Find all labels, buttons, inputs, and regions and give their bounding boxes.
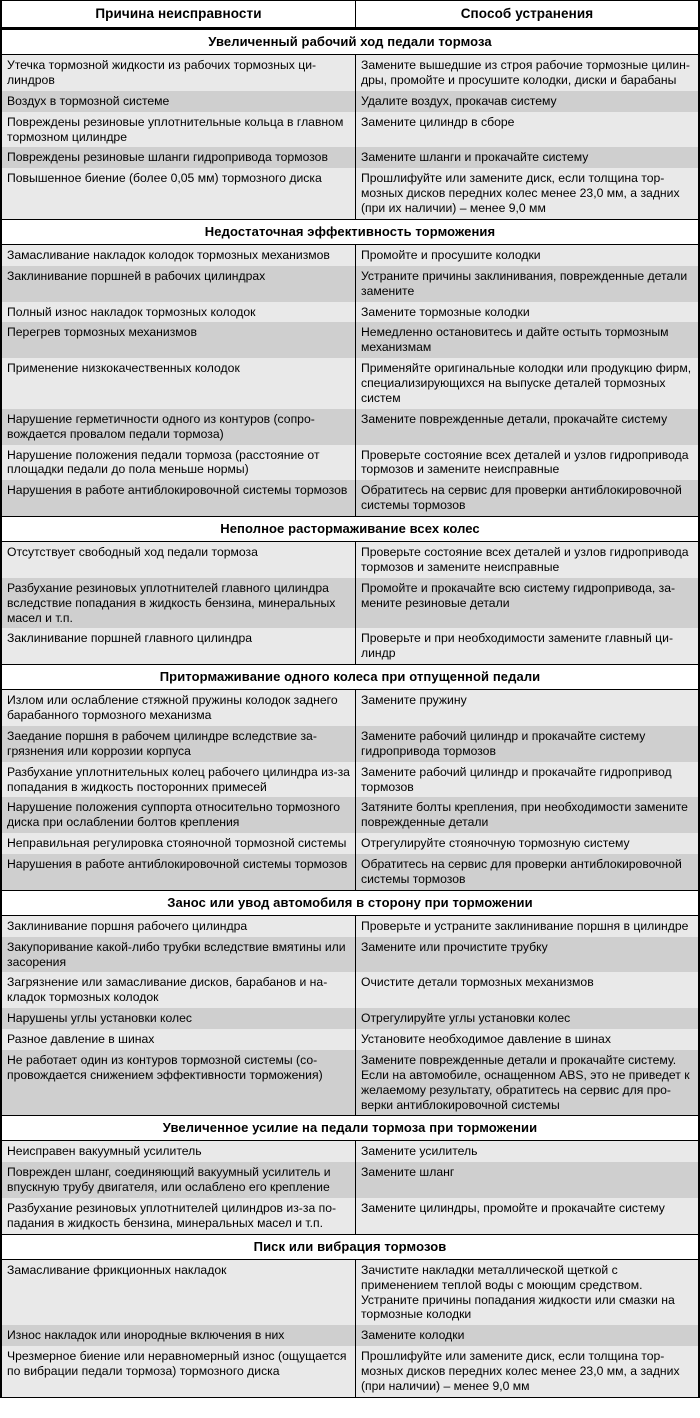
cell-cause: Разное давление в шинах	[2, 1029, 356, 1050]
cell-remedy: Замените шланг	[360, 1165, 455, 1180]
cell-remedy: Немедленно остановитесь и дайте остыть тормозным механизмам	[360, 325, 669, 355]
cell-remedy: Отрегулируйте стояночную тормозную систему	[360, 836, 630, 851]
cell-cause: Нарушены углы установки колес	[2, 1008, 356, 1029]
cell-remedy: Замените рабочий цилиндр и прокачайте систему гидропривода тормозов	[360, 728, 646, 758]
cell-cause: Нарушения в работе антиблокировочной системы тормозов	[2, 480, 356, 516]
table-row	[2, 937, 698, 973]
table-row	[2, 445, 698, 481]
cell-cause: Перегрев тормозных механизмов	[2, 322, 356, 358]
cell-remedy: Проверьте и при необходимости замените главный цилиндр	[360, 631, 673, 661]
table-row	[2, 147, 698, 168]
cell-cause: Заедание поршня в рабочем цилиндре вследствие загрязнения или коррозии корпуса	[2, 726, 356, 762]
cell-remedy: Затяните болты крепления, при необходимости замените поврежденные детали	[360, 800, 688, 830]
cell-cause: Повреждены резиновые уплотнительные кольца в главном тормозном цилиндре	[2, 112, 356, 148]
table-row	[2, 322, 698, 358]
cell-cause: Нарушение положения суппорта относительно тормозного диска при ослаблении болтов крепления	[2, 797, 356, 833]
cell-cause: Заклинивание поршней главного цилиндра	[2, 628, 356, 664]
cell-remedy: Прошлифуйте или замените диск, если толщина тормозных дисков передних колес менее 23,0 мм, а задних (при наличии) – менее 9,0 мм	[360, 1349, 680, 1393]
cell-cause: Не работает один из контуров тормозной системы (сопровождается снижением эффективности торможения)	[2, 1050, 356, 1116]
section-header: Притормаживание одного колеса при отпущенной педали	[2, 664, 698, 690]
table-row	[2, 1050, 698, 1116]
cell-remedy: Замените цилиндр в сборе	[360, 114, 515, 129]
cell-remedy: Зачистите накладки металлической щеткой с применением теплой воды с моющим средством. Устраните причины попадания жидкости или смазки на тормозные колодки	[360, 1262, 675, 1322]
table-row	[2, 245, 698, 266]
table-row	[2, 833, 698, 854]
cell-cause: Применение низкокачественных колодок	[2, 358, 356, 409]
table-row	[2, 578, 698, 629]
table-row	[2, 797, 698, 833]
table-row	[2, 972, 698, 1008]
cell-cause: Разбухание резиновых уплотнителей цилиндров из-за попадания в жидкость бензина, минеральных масел и т.п.	[2, 1198, 356, 1234]
column-header-cause: Причина неисправности	[2, 1, 356, 27]
cell-cause: Заклинивание поршня рабочего цилиндра	[2, 916, 356, 937]
cell-cause: Повреждены резиновые шланги гидропривода тормозов	[2, 147, 356, 168]
table-row	[2, 168, 698, 219]
section-header: Недостаточная эффективность торможения	[2, 219, 698, 245]
table-row	[2, 1198, 698, 1234]
cell-remedy: Проверьте и устраните заклинивание поршня в цилиндре	[360, 918, 689, 933]
cell-remedy: Проверьте состояние всех деталей и узлов гидропривода тормозов и замените неисправные	[360, 447, 689, 477]
cell-cause: Нарушения в работе антиблокировочной системы тормозов	[2, 854, 356, 890]
cell-cause: Повышенное биение (более 0,05 мм) тормозного диска	[2, 168, 356, 219]
table-row	[2, 480, 698, 516]
cell-remedy: Промойте и прокачайте всю систему гидропривода, замените резиновые детали	[360, 580, 676, 610]
table-row	[2, 55, 698, 91]
table-row	[2, 916, 698, 937]
cell-cause: Износ накладок или инородные включения в них	[2, 1325, 356, 1346]
cell-remedy: Замените или прочистите трубку	[360, 939, 548, 954]
cell-cause: Полный износ накладок тормозных колодок	[2, 302, 356, 323]
cell-remedy: Удалите воздух, прокачав систему	[360, 93, 557, 108]
cell-cause: Неправильная регулировка стояночной тормозной системы	[2, 833, 356, 854]
section-header: Увеличенное усилие на педали тормоза при торможении	[2, 1115, 698, 1141]
table-row	[2, 1260, 698, 1326]
table-row	[2, 358, 698, 409]
table-row	[2, 1029, 698, 1050]
section-header: Занос или увод автомобиля в сторону при торможении	[2, 890, 698, 916]
section-header: Увеличенный рабочий ход педали тормоза	[2, 29, 698, 55]
cell-remedy: Проверьте состояние всех деталей и узлов гидропривода тормозов и замените неисправные	[360, 545, 689, 574]
cell-cause: Отсутствует свободный ход педали тормоза	[2, 542, 356, 578]
table-row	[2, 1325, 698, 1346]
table-row	[2, 266, 698, 302]
cell-cause: Замасливание накладок колодок тормозных механизмов	[2, 245, 356, 266]
cell-remedy: Замените вышедшие из строя рабочие тормозные цилиндры, промойте и просушите колодки, диски и барабаны	[360, 58, 690, 87]
cell-remedy: Промойте и просушите колодки	[360, 247, 541, 262]
cell-cause: Разбухание резиновых уплотнителей главного цилиндра вследствие попадания в жидкость бензина, минеральных масел и т.п.	[2, 578, 356, 629]
cell-cause: Излом или ослабление стяжной пружины колодок заднего барабанного тормозного механизма	[2, 690, 356, 726]
cell-cause: Замасливание фрикционных накладок	[2, 1260, 356, 1326]
cell-remedy: Замените поврежденные детали и прокачайте систему. Если на автомобиле, оснащенном ABS, это не приведет к желаемому результату, обратитесь на сервис для проверки антиблокировочной системы	[360, 1052, 690, 1112]
cell-remedy: Прошлифуйте или замените диск, если толщина тормозных дисков передних колес менее 23,0 мм, а задних (при их наличии) – менее 9,0 мм	[360, 171, 680, 215]
table-row	[2, 726, 698, 762]
cell-remedy: Очистите детали тормозных механизмов	[360, 975, 594, 990]
table-row	[2, 1008, 698, 1029]
section-header: Писк или вибрация тормозов	[2, 1234, 698, 1260]
table-row	[2, 409, 698, 445]
cell-remedy: Замените усилитель	[360, 1144, 478, 1159]
section-header: Неполное растормаживание всех колес	[2, 516, 698, 542]
table-row	[2, 91, 698, 112]
table-row	[2, 1346, 698, 1397]
table-row	[2, 1141, 698, 1162]
table-header-row	[2, 1, 698, 29]
cell-cause: Заклинивание поршней в рабочих цилиндрах	[2, 266, 356, 302]
cell-remedy: Обратитесь на сервис для проверки антиблокировочной системы тормозов	[360, 857, 682, 886]
table-row	[2, 302, 698, 323]
cell-cause: Разбухание уплотнительных колец рабочего цилиндра из-за попадания в жидкость посторонних примесей	[2, 762, 356, 798]
cell-remedy: Замените шланги и прокачайте систему	[360, 150, 589, 165]
cell-cause: Нарушение положения педали тормоза (расстояние от площадки педали до пола меньше нормы)	[2, 445, 356, 481]
table-row	[2, 762, 698, 798]
table-row	[2, 690, 698, 726]
cell-remedy: Замените рабочий цилиндр и прокачайте гидропривод тормозов	[360, 764, 672, 794]
cell-cause: Нарушение герметичности одного из контуров (сопровождается провалом педали тормоза)	[2, 409, 356, 445]
table-row	[2, 1162, 698, 1198]
cell-cause: Воздух в тормозной системе	[2, 91, 356, 112]
table-sections	[2, 29, 698, 1397]
cell-remedy: Замените пружину	[360, 693, 467, 708]
cell-remedy: Устраните причины заклинивания, поврежденные детали замените	[360, 268, 688, 298]
cell-remedy: Отрегулируйте углы установки колес	[360, 1011, 571, 1026]
table-row	[2, 628, 698, 664]
cell-remedy: Обратитесь на сервис для проверки антиблокировочной системы тормозов	[360, 483, 682, 513]
cell-cause: Загрязнение или замасливание дисков, барабанов и накладок тормозных колодок	[2, 972, 356, 1008]
table-row	[2, 112, 698, 148]
cell-cause: Поврежден шланг, соединяющий вакуумный усилитель и впускную трубу двигателя, или ослаблено его крепление	[2, 1162, 356, 1198]
column-header-remedy: Способ устранения	[460, 6, 594, 21]
table-row	[2, 542, 698, 578]
cell-remedy: Замените колодки	[360, 1328, 465, 1343]
cell-remedy: Замените поврежденные детали, прокачайте систему	[360, 411, 668, 426]
cell-cause: Чрезмерное биение или неравномерный износ (ощущается по вибрации педали тормоза) тормозного диска	[2, 1346, 356, 1397]
cell-cause: Неисправен вакуумный усилитель	[2, 1141, 356, 1162]
cell-cause: Утечка тормозной жидкости из рабочих тормозных цилиндров	[2, 55, 356, 91]
cell-remedy: Установите необходимое давление в шинах	[360, 1032, 611, 1046]
cell-remedy: Замените тормозные колодки	[360, 304, 530, 319]
cell-remedy: Применяйте оригинальные колодки или продукцию фирм, специализирующихся на выпуске деталей тормозных систем	[360, 361, 692, 405]
cell-cause: Закупоривание какой-либо трубки вследствие вмятины или засорения	[2, 937, 356, 973]
table-row	[2, 854, 698, 890]
cell-remedy: Замените цилиндры, промойте и прокачайте систему	[360, 1201, 665, 1215]
